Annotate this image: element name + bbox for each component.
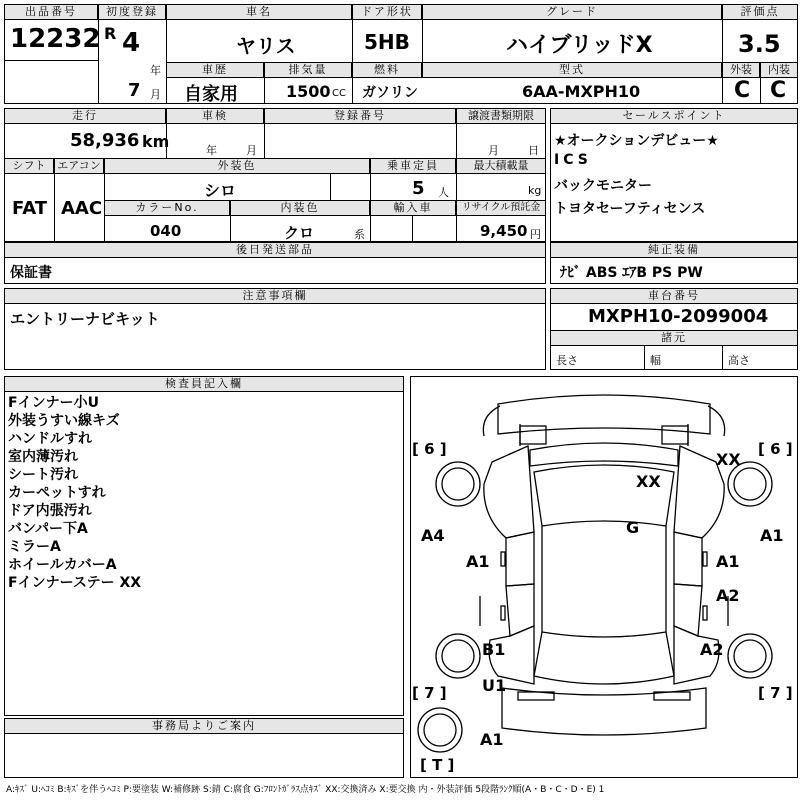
displacement: 1500 [286,82,331,101]
later-parts: 保証書 [10,265,52,281]
int-label: 内装 [760,62,798,78]
remark-line: カーペットすれ [8,485,106,501]
mark-left-quarter: B1 [482,640,506,659]
detail-section [4,108,546,242]
displacement-label: 排気量 [264,62,352,78]
year-unit: 年 [150,64,161,77]
first-reg-label: 初度登録 [98,4,166,20]
reg-month: 7 [128,80,141,101]
remark-line: シート汚れ [8,467,78,483]
car-name-label: 車名 [166,4,352,20]
mark-right-front-door: A1 [716,552,740,571]
mark-right-front-corner: XX [716,450,741,469]
ac: AAC [61,198,103,219]
equipment-label: 純正装備 [550,242,798,258]
notes: エントリーナビキット [10,310,160,328]
remark-line: Fインナー小U [8,395,99,411]
model: 6AA-MXPH10 [522,82,641,101]
inspector-remarks [8,394,141,592]
sale-point-2: ICS [554,152,592,168]
insp-month-unit: 月 [246,144,257,157]
mileage: 58,936 [70,130,140,151]
legend: A:ｷｽﾞ U:ﾍｺﾐ B:ｷｽﾞを伴うﾍｺﾐ P:要塗装 W:補修跡 S:錆 C:腐食 G:ﾌﾛﾝﾄｶﾞﾗｽ点ｷｽﾞ XX:交換済み X:要交換 内・外装評価 5段階ﾗﾝｸ順(A・B・C・D・E) 1 [6,785,605,795]
load-label: 最大積載量 [456,158,546,174]
door-type: 5HB [364,30,410,54]
color: シロ [204,181,237,200]
remark-line: ホイールカバーA [8,557,117,573]
car-name: ヤリス [236,34,296,58]
tire-rr: [ 7 ] [758,684,793,702]
car-diagram [410,376,798,778]
colorno-label: カラーNo. [104,200,230,216]
capacity: 5 [412,178,425,199]
interior-color-suffix: 系 [354,228,365,241]
recycle-unit: 円 [530,228,541,241]
remark-line: Fインナーステー XX [8,575,142,591]
height-label: 高さ [728,354,750,367]
mark-right-fender: A1 [760,526,784,545]
trans-month-unit: 月 [488,144,499,157]
month-unit: 月 [150,88,161,101]
mark-right-quarter: A2 [700,640,724,659]
import-label: 輸入車 [370,200,456,216]
model-label: 型式 [422,62,722,78]
history: 自家用 [184,84,238,105]
door-label: ドア形状 [352,4,422,20]
mark-roof: XX [636,472,661,491]
tire-spare: [ T ] [420,756,455,774]
fuel-label: 燃料 [352,62,422,78]
mark-right-rear-door: A2 [716,586,740,605]
km-unit: km [142,132,170,151]
dims-label: 諸元 [550,330,798,346]
score-label: 評価点 [722,4,798,20]
remark-line: 外装うすい線キズ [8,413,120,429]
load-unit: kg [528,184,542,197]
shift-label: シフト [4,158,54,174]
recycle: 9,450 [480,222,528,240]
tire-fl: [ 6 ] [412,440,447,458]
notes-label: 注意事項欄 [4,288,546,304]
equipment: ﾅﾋﾞ ABS ｴｱB PS PW [560,265,703,281]
remark-line: ハンドルすれ [8,431,92,447]
chassis-number: MXPH10-2099004 [588,306,769,327]
history-label: 車歴 [166,62,264,78]
colorno: 040 [150,222,182,240]
ext-grade: C [734,78,751,103]
grade: ハイブリッドX [506,33,653,58]
era: R [104,24,117,43]
office-label: 事務局よりご案内 [4,718,404,734]
sale-point-3: バックモニター [554,178,652,194]
mark-left-front-fender: A4 [421,526,445,545]
inspection-label: 車検 [166,108,264,124]
color-label: 外装色 [104,158,370,174]
lot-label: 出品番号 [4,4,98,20]
mileage-label: 走行 [4,108,166,124]
remark-line: バンパー下A [8,521,88,537]
sale-point-4: トヨタセーフティセンス [554,201,706,217]
interior-color-label: 内装色 [230,200,370,216]
remark-line: ドア内張汚れ [8,503,92,519]
tire-fr: [ 6 ] [758,440,793,458]
capacity-label: 乗車定員 [370,158,456,174]
mark-windshield: G [626,518,640,537]
insp-year-unit: 年 [206,144,217,157]
ac-label: エアコン [54,158,104,174]
shift: FAT [12,198,48,219]
fuel: ガソリン [362,85,418,101]
sale-point-1: ★オークションデビュー★ [554,133,719,149]
tire-rl: [ 7 ] [412,684,447,702]
remark-line: ミラーA [8,539,61,555]
transfer-label: 譲渡書類期限 [456,108,546,124]
lot-number: 12232 [10,24,101,54]
inspector-label: 検査員記入欄 [4,376,404,392]
sale-points-label: セールスポイント [550,108,798,124]
mark-left-front-door: A1 [466,552,490,571]
regno-label: 登録番号 [264,108,456,124]
recycle-label: リサイクル預託金 [456,200,546,216]
score: 3.5 [738,30,781,58]
width-label: 幅 [650,354,661,367]
reg-year: 4 [122,28,141,58]
chassis-label: 車台番号 [550,288,798,304]
length-label: 長さ [556,354,578,367]
grade-label: グレード [422,4,722,20]
capacity-unit: 人 [438,186,449,199]
cc-unit: CC [332,88,346,99]
trans-day-unit: 日 [528,144,539,157]
interior-color: クロ [284,224,315,242]
int-grade: C [770,78,787,103]
remark-line: 室内薄汚れ [8,449,78,465]
ext-label: 外装 [722,62,760,78]
mark-left-rear: U1 [482,676,507,695]
later-parts-label: 後日発送部品 [4,242,546,258]
mark-rear-bumper: A1 [480,730,504,749]
